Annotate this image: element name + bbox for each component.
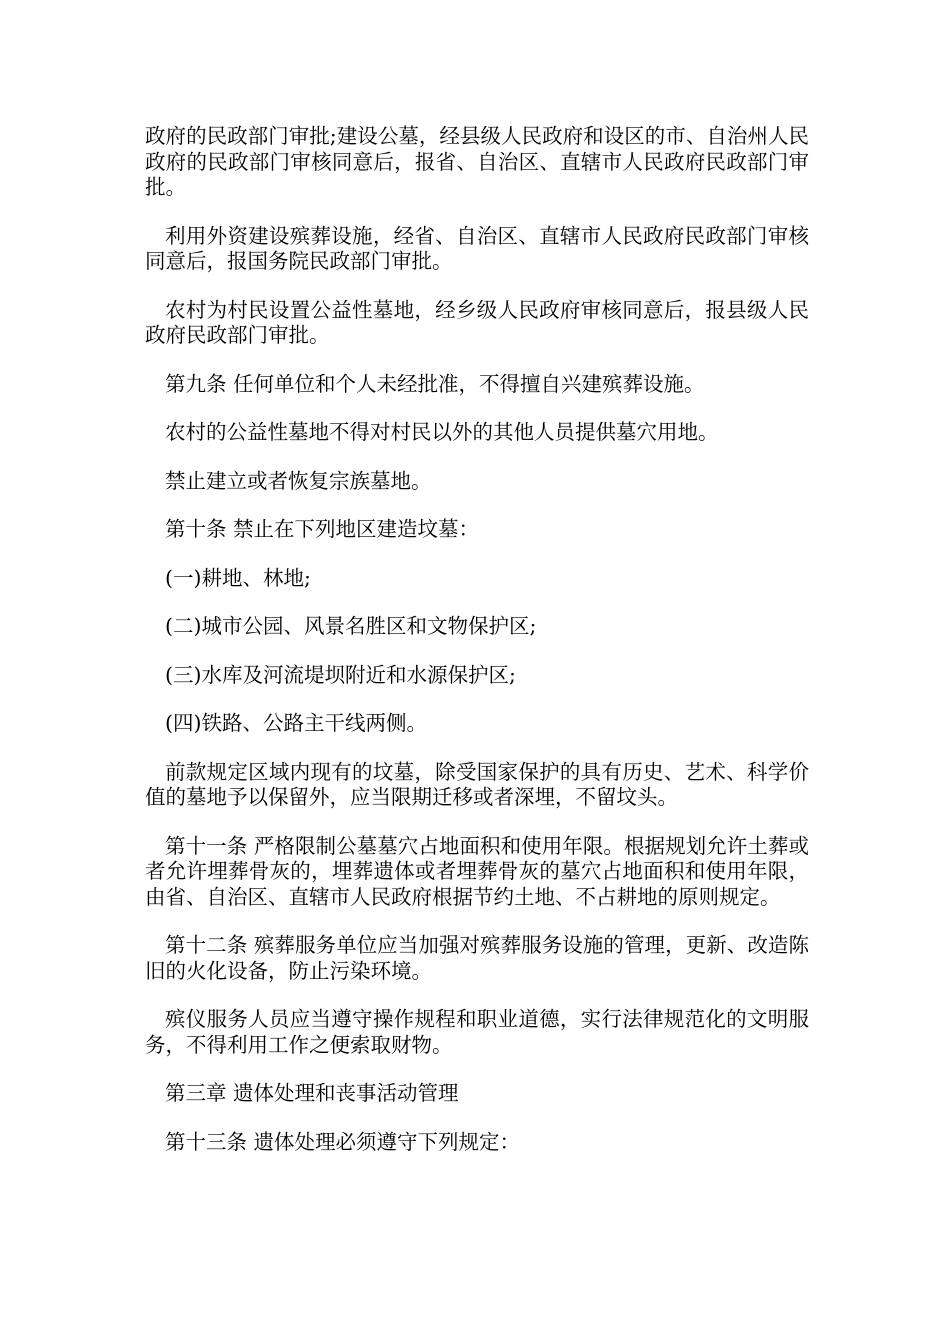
paragraph-article-12: 第十二条 殡葬服务单位应当加强对殡葬服务设施的管理，更新、改造陈旧的火化设备，防止污染环境。 (145, 933, 809, 983)
paragraph-article-9: 第九条 任何单位和个人未经批准，不得擅自兴建殡葬设施。 (165, 371, 705, 396)
paragraph-rural-restriction: 农村的公益性墓地不得对村民以外的其他人员提供墓穴用地。 (165, 420, 719, 444)
paragraph-article-10: 第十条 禁止在下列地区建造坟墓： (165, 517, 480, 541)
paragraph-foreign-investment: 利用外资建设殡葬设施，经省、自治区、直辖市人民政府民政部门审核同意后，报国务院民政部门审批。 (145, 223, 809, 273)
paragraph-approval-continued: 政府的民政部门审批;建设公墓，经县级人民政府和设区的市、自治州人民政府的民政部门审核同意后，报省、自治区、直辖市人民政府民政部门审批。 (145, 124, 809, 199)
list-item-3: (三)水库及河流堤坝附近和水源保护区; (165, 662, 516, 687)
list-item-1: (一)耕地、林地; (165, 565, 311, 590)
list-item-4: (四)铁路、公路主干线两侧。 (165, 711, 427, 735)
paragraph-article-13: 第十三条 遗体处理必须遵守下列规定： (165, 1129, 521, 1154)
document-body (145, 124, 809, 1178)
chapter-heading-3: 第三章 遗体处理和丧事活动管理 (165, 1081, 459, 1105)
paragraph-service-staff: 殡仪服务人员应当遵守操作规程和职业道德，实行法律规范化的文明服务，不得利用工作之便索取财物。 (145, 1007, 809, 1057)
paragraph-rural-cemetery: 农村为村民设置公益性墓地，经乡级人民政府审核同意后，报县级人民政府民政部门审批。 (145, 297, 809, 347)
list-item-2: (二)城市公园、风景名胜区和文物保护区; (165, 614, 537, 638)
paragraph-article-11: 第十一条 严格限制公墓墓穴占地面积和使用年限。根据规划允许土葬或者允许埋葬骨灰的，埋葬遗体或者埋葬骨灰的墓穴占地面积和使用年限，由省、自治区、直辖市人民政府根据节约土地、不占耕地的原则规定。 (145, 833, 809, 909)
paragraph-existing-graves: 前款规定区域内现有的坟墓，除受国家保护的具有历史、艺术、科学价值的墓地予以保留外，应当限期迁移或者深埋，不留坟头。 (145, 759, 809, 809)
paragraph-clan-cemetery: 禁止建立或者恢复宗族墓地。 (165, 468, 432, 493)
